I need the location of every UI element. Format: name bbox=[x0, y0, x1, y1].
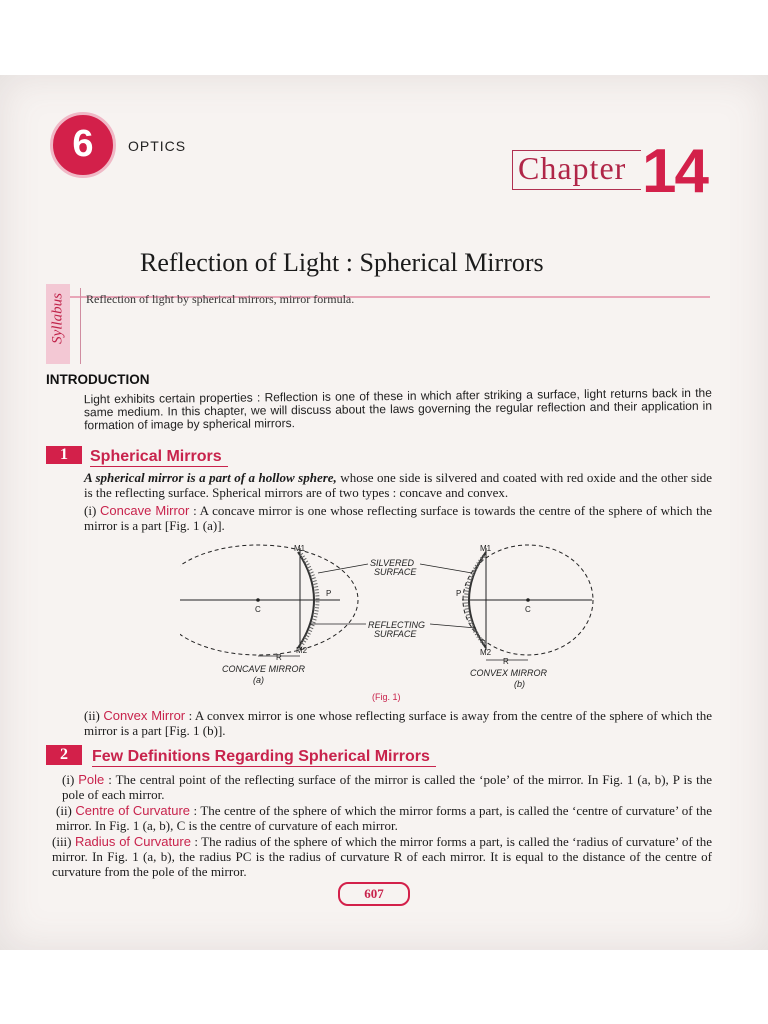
radius-of-curvature-term: Radius of Curvature bbox=[74, 834, 191, 849]
concave-m1-label: M1 bbox=[294, 544, 306, 553]
convex-m2-label: M2 bbox=[480, 648, 492, 657]
convex-centre-point bbox=[526, 598, 530, 602]
radius-of-curvature-text: : The radius of the sphere of which the mirror forms a part, is called the ‘radius of curvature’ of the mirror. In Fig. 1 (a, b), the radius PC is the radius of curvature R of each mirror. It is equal to the distance of the centre of curvature from the pole of the mirror. bbox=[52, 834, 712, 879]
page-number: 607 bbox=[338, 882, 410, 906]
definition-pole bbox=[62, 772, 712, 802]
concave-centre-point bbox=[256, 598, 260, 602]
silvered-label: SILVERED bbox=[370, 558, 415, 568]
chapter-word: Chapter bbox=[518, 150, 627, 186]
concave-r-label: R bbox=[276, 653, 282, 662]
convex-p-label: P bbox=[456, 589, 462, 598]
reflecting-label-2: SURFACE bbox=[374, 629, 417, 639]
item-number: (i) bbox=[84, 503, 97, 518]
unit-name: OPTICS bbox=[128, 138, 187, 154]
section-1-title: Spherical Mirrors bbox=[90, 448, 228, 467]
introduction-heading: INTRODUCTION bbox=[46, 372, 150, 387]
section-1-number: 1 bbox=[46, 446, 82, 464]
section-2-number: 2 bbox=[46, 745, 82, 765]
convex-mirror-item bbox=[84, 708, 712, 738]
centre-of-curvature-text: : The centre of the sphere of which the mirror forms a part, is called the ‘centre of curvature’ of the mirror. In Fig. 1 (a, b), C is the centre of curvature of each mirror. bbox=[56, 803, 712, 833]
concave-m2-label: M2 bbox=[296, 646, 308, 655]
silvered-label-2: SURFACE bbox=[374, 567, 417, 577]
convex-mirror-term: Convex Mirror bbox=[103, 708, 186, 723]
section-2-title: Few Definitions Regarding Spherical Mirrors bbox=[92, 748, 436, 767]
concave-mirror-term: Concave Mirror bbox=[100, 503, 190, 518]
centre-of-curvature-term: Centre of Curvature bbox=[75, 803, 190, 818]
section-1-lead-rest: whose one side is silvered and coated with red oxide and the other side is the reflecting surface. Spherical mirrors are of two types : concave and convex. bbox=[84, 470, 712, 500]
concave-p-label: P bbox=[326, 589, 332, 598]
figure-caption: (Fig. 1) bbox=[372, 692, 401, 702]
concave-c-label: C bbox=[255, 605, 261, 614]
syllabus-content: Reflection of light by spherical mirrors, mirror formula. bbox=[86, 292, 355, 306]
spherical-mirror-definition: A spherical mirror is a part of a hollow sphere, bbox=[84, 470, 337, 485]
convex-mirror-text: : A convex mirror is one whose reflecting surface is away from the centre of the sphere of which the mirror is a part [Fig. 1 (b)]. bbox=[84, 708, 713, 738]
reflecting-pointer-right bbox=[430, 624, 476, 628]
convex-c-label: C bbox=[525, 605, 531, 614]
silvered-pointer-right bbox=[420, 564, 472, 573]
convex-r-label: R bbox=[503, 657, 509, 666]
introduction-text: Light exhibits certain properties : Reflection is one of these in which after striking a surface, light returns back in the same medium. In this chapter, we will discuss about the laws governing the regular reflection and their application in formation of image by spherical mirrors. bbox=[83, 385, 713, 433]
figure-1 bbox=[180, 538, 620, 698]
unit-badge: 6 bbox=[50, 112, 116, 178]
pole-term: Pole bbox=[78, 772, 105, 787]
syllabus-label: Syllabus bbox=[49, 293, 66, 344]
definition-radius-of-curvature bbox=[52, 834, 712, 879]
convex-m1-label: M1 bbox=[480, 544, 492, 553]
convex-sub-label: (b) bbox=[514, 679, 525, 689]
syllabus-divider bbox=[80, 288, 81, 364]
pole-text: : The central point of the reflecting surface of the mirror is called the ‘pole’ of the mirror. In Fig. 1 (a, b), P is the pole of each mirror. bbox=[62, 772, 713, 802]
item-number: (i) bbox=[62, 772, 75, 787]
concave-mirror-label: CONCAVE MIRROR bbox=[222, 664, 306, 674]
definition-centre-of-curvature bbox=[56, 803, 712, 833]
item-number: (ii) bbox=[84, 708, 100, 723]
concave-mirror-item bbox=[84, 503, 712, 533]
section-1-lead bbox=[84, 470, 712, 500]
reflecting-label: REFLECTING bbox=[368, 620, 426, 630]
item-number: (ii) bbox=[56, 803, 72, 818]
chapter-number: 14 bbox=[642, 137, 707, 206]
page-title: Reflection of Light : Spherical Mirrors bbox=[140, 248, 544, 277]
concave-sub-label: (a) bbox=[253, 675, 264, 685]
convex-mirror-label: CONVEX MIRROR bbox=[470, 668, 548, 678]
concave-mirror-text: : A concave mirror is one whose reflecting surface is towards the centre of the sphere of which the mirror is a part [Fig. 1 (a)]. bbox=[84, 503, 712, 533]
item-number: (iii) bbox=[52, 834, 72, 849]
